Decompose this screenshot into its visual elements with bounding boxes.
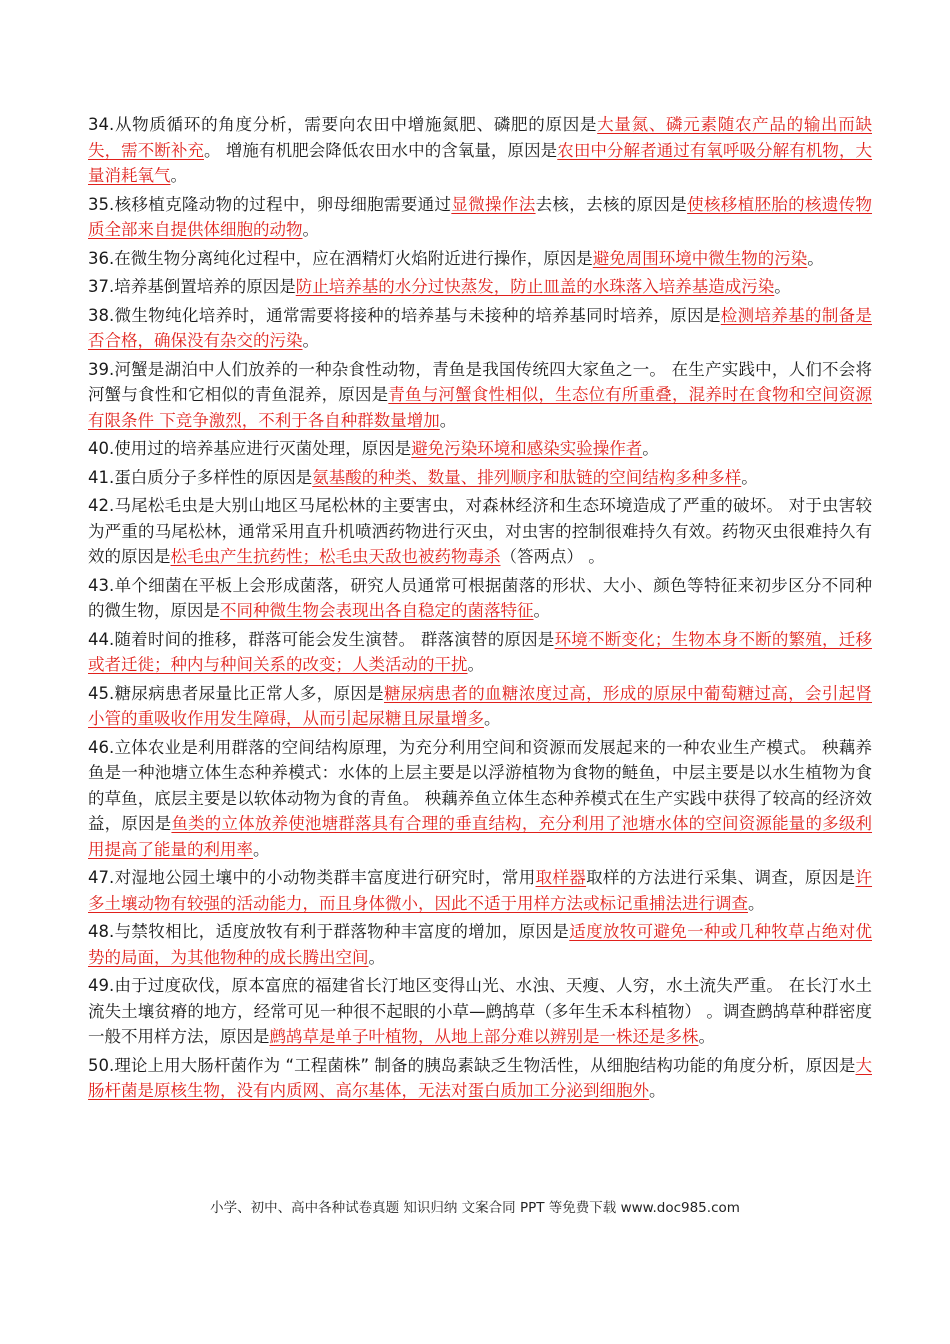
question-text: 。 xyxy=(807,248,824,268)
question-text: 。 xyxy=(467,655,484,674)
question-text: 。 xyxy=(439,410,457,430)
question-q42 xyxy=(88,493,872,570)
question-text: 45.糖尿病患者尿量比正常人多，原因是 xyxy=(88,683,385,703)
answer-text: 糖尿病患者的血糖浓度过高，形成的原尿中葡萄糖过高，会引起肾小管的重吸收作用发生障碍，从而引起尿糖且尿量增多 xyxy=(88,683,873,728)
answer-text: 农田中分解者通过有氧呼吸分解有机物，大量消耗氧气 xyxy=(88,140,873,185)
question-text: （答两点） 。 xyxy=(500,547,605,566)
question-q41 xyxy=(88,465,872,491)
question-list xyxy=(88,112,872,1107)
question-q35 xyxy=(88,192,872,243)
answer-text: 防止培养基的水分过快蒸发，防止皿盖的水珠落入培养基造成污染 xyxy=(295,277,775,296)
question-q47 xyxy=(88,865,872,916)
question-text: 。 xyxy=(774,277,791,296)
answer-text: 大量氮、磷元素随农产品的输出而缺 失，需不断补充 xyxy=(88,115,872,160)
answer-text: 氨基酸的种类、数量、排列顺序和肽链的空间结构多种多样 xyxy=(312,467,742,487)
question-text: 40.使用过的培养基应进行灭菌处理，原因是 xyxy=(88,439,412,458)
answer-text: 使核移植胚胎的核遗传物质全部来自提供体细胞的动物 xyxy=(88,194,873,239)
question-text: 35.核移植克隆动物的过程中，卵母细胞需要通过 xyxy=(88,194,452,214)
question-text: 。 xyxy=(302,331,319,350)
question-text: 47.对湿地公园土壤中的小动物类群丰富度进行研究时，常用 xyxy=(88,868,536,887)
question-q46 xyxy=(88,735,872,863)
question-text: 。 xyxy=(253,839,270,859)
question-text: 36.在微生物分离纯化过程中，应在酒精灯火焰附近进行操作，原因是 xyxy=(88,248,593,268)
answer-text: 大肠杆菌是原核生物，没有内质网、高尔基体，无法对蛋白质加工分泌到细胞外 xyxy=(88,1055,872,1100)
question-q50 xyxy=(88,1053,872,1104)
question-text: 37.培养基倒置培养的原因是 xyxy=(88,277,296,296)
page-footer: 小学、初中、高中各种试卷真题 知识归纳 文案合同 PPT 等免费下载 www.doc985.com xyxy=(210,1200,740,1216)
question-text: 41.蛋白质分子多样性的原因是 xyxy=(88,467,313,487)
question-text: 49.由于过度砍伐，原本富庶的福建省长汀地区变得山光、水浊、天瘦、人穷，水土流失严重。 在长汀水土流失土壤贫瘠的地方，经常可见一种很不起眼的小草—鹧鸪草（多年生禾本科植物） 。调查鹧鸪草种群密度一般不用样方法，原因是 xyxy=(88,976,872,1046)
answer-text: 显微操作法 xyxy=(451,194,536,214)
question-text: 。 xyxy=(642,439,659,458)
question-q44 xyxy=(88,627,872,678)
answer-text: 取样器 xyxy=(535,868,587,887)
question-q34 xyxy=(88,112,872,189)
answer-text: 适度放牧可避免一种或几种牧草占绝对优势的局面，为其他物种的成长腾出空间 xyxy=(88,922,872,967)
answer-text: 不同种微生物会表现出各自稳定的菌落特征 xyxy=(220,601,534,620)
question-text: 。 xyxy=(649,1081,666,1100)
question-text: 。 xyxy=(748,893,765,913)
question-text: 。 xyxy=(741,467,758,487)
question-q36 xyxy=(88,246,872,272)
question-text: 取样的方法进行采集、调查，原因是 xyxy=(586,868,856,887)
question-text: 。 xyxy=(484,709,501,728)
question-q43 xyxy=(88,573,872,624)
question-text: 46.立体农业是利用群落的空间结构原理，为充分利用空间和资源而发展起来的一种农业生产模式。 秧藕养鱼是一种池塘立体生态种养模式：水体的上层主要是以浮游植物为食物的鲢鱼，中层主要是以水生植物为食的草鱼，底层主要是以软体动物为食的青鱼。 秧藕养鱼立体生态种养模式在生产实践中获得了较高的经济效益，原因是 xyxy=(88,737,872,833)
question-text: 。 增施有机肥会降低农田水中的含氧量，原因是 xyxy=(203,140,558,160)
question-text: 38.微生物纯化培养时，通常需要将接种的培养基与未接种的培养基同时培养，原因是 xyxy=(88,305,721,325)
answer-text: 检测培养基的制备是否合格，确保没有杂交的污染 xyxy=(88,305,872,350)
question-q45 xyxy=(88,681,872,732)
question-text: 。 xyxy=(302,220,319,239)
question-text: 。 xyxy=(368,947,385,967)
answer-text: 青鱼与河蟹食性相似，生态位有所重叠，混养时在食物和空间资源有限条件 下竞争激烈，不利于各自种群数量增加 xyxy=(88,385,873,430)
question-q38 xyxy=(88,303,872,354)
answer-text: 鹧鸪草是单子叶植物，从地上部分难以辨别是一株还是多株 xyxy=(269,1027,699,1046)
question-q39 xyxy=(88,357,872,434)
answer-text: 许多土壤动物有较强的活动能力，而且身体微小，因此不适于用样方法或标记重捕法进行调查 xyxy=(88,868,873,913)
question-text: 48.与禁牧相比，适度放牧有利于群落物种丰富度的增加，原因是 xyxy=(88,922,570,941)
question-text: 50.理论上用大肠杆菌作为 “工程菌株” 制备的胰岛素缺乏生物活性，从细胞结构功能的角度分析，原因是 xyxy=(88,1055,856,1075)
question-q49 xyxy=(88,973,872,1050)
answer-text: 避免周围环境中微生物的污染 xyxy=(592,248,808,268)
question-q37 xyxy=(88,274,872,300)
question-text: 39.河蟹是湖泊中人们放养的一种杂食性动物，青鱼是我国传统四大家鱼之一。 在生产实践中，人们不会将河蟹与食性和它相似的青鱼混养，原因是 xyxy=(88,359,872,404)
question-text: 。 xyxy=(533,601,550,620)
answer-text: 鱼类的立体放养使池塘群落具有合理的垂直结构，充分利用了池塘水体的空间资源能量的多级利用提高了能量的利用率 xyxy=(88,814,873,859)
question-q40 xyxy=(88,436,872,462)
question-text: 43.单个细菌在平板上会形成菌落，研究人员通常可根据菌落的形状、大小、颜色等特征来初步区分不同种的微生物，原因是 xyxy=(88,575,872,620)
answer-text: 环境不断变化；生物本身不断的繁殖，迁移或者迁徙；种内与种间关系的改变；人类活动的干扰 xyxy=(88,629,872,674)
question-q48 xyxy=(88,919,872,970)
question-text: 42.马尾松毛虫是大别山地区马尾松林的主要害虫，对森林经济和生态环境造成了严重的破坏。 对于虫害较为严重的马尾松林，通常采用直升机喷洒药物进行灭虫，对虫害的控制很难持久有效。药物灭虫很难持久有效的原因是 xyxy=(88,496,872,566)
question-text: 。 xyxy=(170,166,187,185)
question-text: 去核，去核的原因是 xyxy=(535,194,688,214)
question-text: 。 xyxy=(698,1027,715,1046)
answer-text: 避免污染环境和感染实验操作者 xyxy=(411,439,643,458)
question-text: 34.从物质循环的角度分析，需要向农田中增施氮肥、磷肥的原因是 xyxy=(88,115,598,134)
question-text: 44.随着时间的推移，群落可能会发生演替。 群落演替的原因是 xyxy=(88,629,555,649)
answer-text: 松毛虫产生抗药性；松毛虫天敌也被药物毒杀 xyxy=(170,547,501,566)
